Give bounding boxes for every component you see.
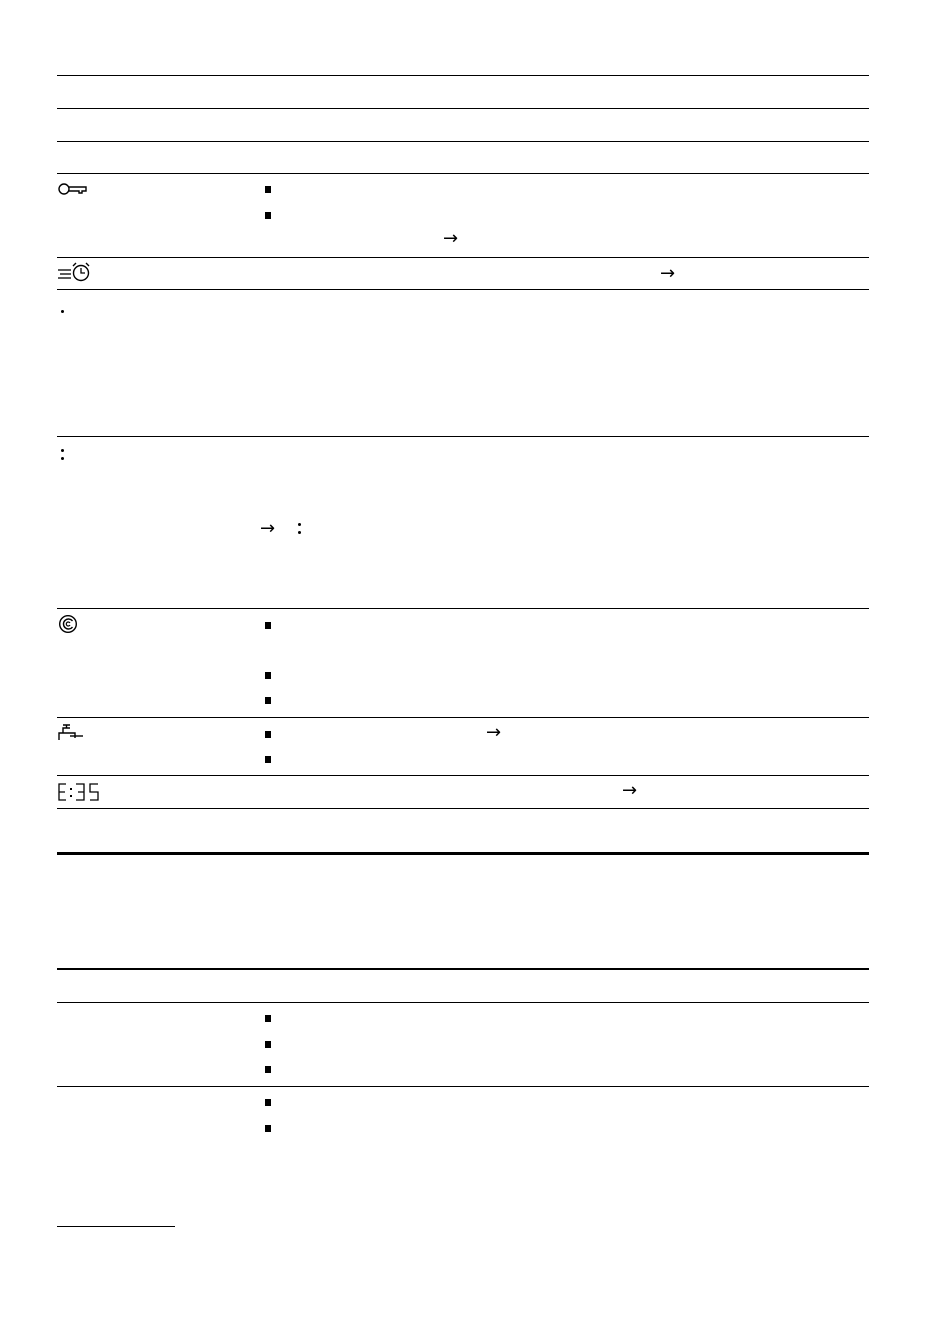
- table-rule: [57, 608, 869, 609]
- water-tap-icon: [58, 722, 84, 742]
- error-code-display-icon: [57, 782, 101, 802]
- table-rule: [57, 436, 869, 437]
- table-rule: [57, 289, 869, 290]
- colon-dots-icon: [61, 457, 64, 460]
- bullet: [265, 1125, 271, 1132]
- arrow-icon: →: [443, 228, 459, 249]
- bullet: [265, 1015, 271, 1022]
- table-rule: [57, 173, 869, 174]
- timer-fast-icon: [57, 262, 93, 282]
- table-rule: [57, 775, 869, 776]
- bullet: [265, 1066, 271, 1073]
- arrow-icon: →: [486, 722, 502, 743]
- bullet: [265, 1041, 271, 1048]
- bullet: [265, 622, 271, 629]
- table-rule: [57, 717, 869, 718]
- bullet: [265, 1099, 271, 1106]
- table-rule: [57, 1086, 869, 1087]
- bullet: [265, 731, 271, 738]
- table-rule: [57, 108, 869, 109]
- single-dot-icon: [61, 310, 64, 313]
- arrow-icon: →: [660, 263, 676, 284]
- key-icon: [58, 182, 88, 196]
- table-rule: [57, 808, 869, 809]
- table-rule: [57, 257, 869, 258]
- colon-dots-icon: [61, 449, 64, 452]
- colon-dots-icon: [298, 531, 301, 534]
- table-rule: [57, 1002, 869, 1003]
- bullet: [265, 756, 271, 763]
- footnote-rule: [57, 1226, 175, 1227]
- table-rule: [57, 968, 869, 970]
- arrow-icon: →: [622, 780, 638, 801]
- table-rule: [57, 141, 869, 142]
- section-divider: [57, 852, 869, 855]
- bullet: [265, 212, 271, 219]
- bullet: [265, 186, 271, 193]
- arrow-icon: →: [260, 518, 276, 539]
- colon-dots-icon: [298, 523, 301, 526]
- descale-icon: [58, 614, 78, 634]
- bullet: [265, 697, 271, 704]
- table-rule: [57, 75, 869, 76]
- bullet: [265, 672, 271, 679]
